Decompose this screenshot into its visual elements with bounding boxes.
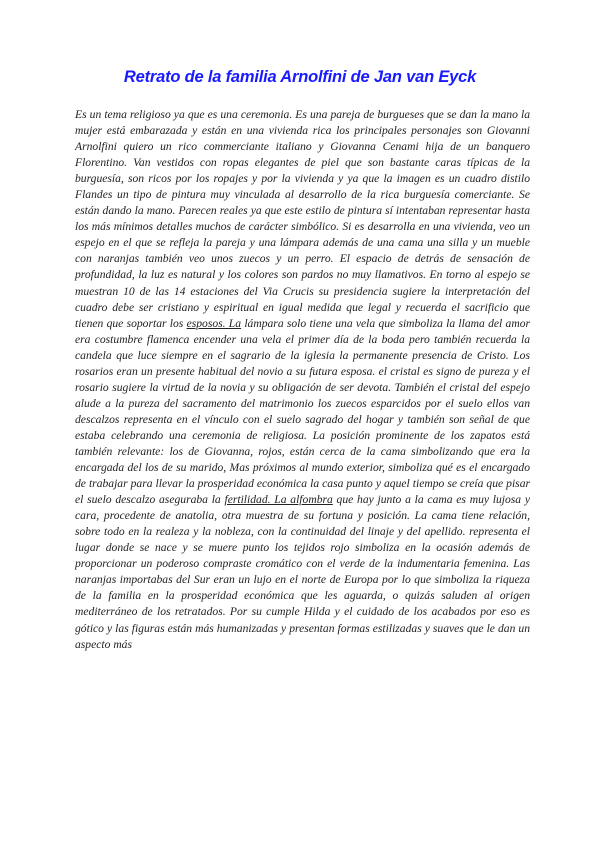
document-title: Retrato de la familia Arnolfini de Jan van Eyck: [123, 68, 477, 86]
underlined-phrase-fertilidad: fertilidad. La alfombra: [224, 493, 333, 507]
paragraph-text-part-3: que hay junto a la cama es muy lujosa y cara, procedente de anatolia, otra muestra de su fortuna y posición. La cama tiene relación, sobre todo en la realeza y la nobleza, con la continuidad del linaje y del apellido. representa el lugar donde se nace y se muere punto los tejidos rojo simboliza en la ocasión además de proporcionar un poderoso compraste cromático con el verde de la indumentaria femenina. Las naranjas importabas del Sur eran un lujo en el norte de Europa por lo que simboliza la riqueza de la familia en la prosperidad económica que les aguarda, o quizás saluden al origen mediterráneo de los retratados. Por su cumple Hilda y el cuidado de los acabados por eso es gótico y las figuras están más humanizadas y presentan formas estilizadas y suaves que le dan un aspecto más: [75, 493, 530, 651]
body-paragraph: [75, 107, 530, 653]
paragraph-text-part-1: Es un tema religioso ya que es una ceremonia. Es una pareja de burgueses que se dan la mano la mujer está embarazada y están en una vivienda rica los principales personajes son Giovanni Arnolfini quiero un rico commerciante italiano y Giovanna Cenami hija de un banquero Florentino. Van vestidos con ropas elegantes de piel que son bastante caras típicas de la burguesía, son ricos por los ropajes y por la vivienda y ya que la imagen es un cuadro distilo Flandes un tipo de pintura muy vinculada al desarrollo de la rica burguesía comerciante. Se están dando la mano. Parecen reales ya que este estilo de pintura sí intentaban representar hasta los más mínimos detalles muchos de carácter simbólico. Si es desarrolla en una vivienda, veo un espejo en el que se refleja la pareja y una lámpara además de una cama una silla y un mueble con naranjas también veo unos zuecos y un perro. El espacio de detrás de sensación de profundidad, la luz es natural y los colores son pardos no muy llamativos. En torno al espejo se muestran 10 de las 14 estaciones del Via Crucis su presidencia sugiere la interpretación del cuadro debe ser cristiano y espiritual en igual medida que legal y recuerda el sacrificio que tienen que soportar los: [75, 108, 530, 330]
paragraph-text-part-2: lámpara solo tiene una vela que simboliza la llama del amor era costumbre flamenca encender una vela el primer día de la boda pero también recuerda la candela que luce siempre en el sagrario de la iglesia la permanente presencia de Cristo. Los rosarios eran un presente habitual del novio a su futura esposa. el cristal es signo de pureza y el rosario sugiere la virtud de la novia y su obligación de ser devota. También el cristal del espejo alude a la pureza del sacramento del matrimonio los zuecos esparcidos por el suelo ellos van descalzos representa en el vínculo con el suelo sagrado del hogar y también son señal de que estaba celebrando una ceremonia de religiosa. La posición prominente de los zapatos está también relevante: los de Giovanna, rojos, están cerca de la cama simbolizando que era la encargada del los de su marido, Mas próximos al mundo exterior, simboliza qué es el encargado de trabajar para llevar la prosperidad económica la casa punto y aquel tiempo se creía que pisar el suelo descalzo aseguraba la: [75, 316, 530, 507]
underlined-phrase-esposos: esposos. La: [186, 316, 242, 330]
